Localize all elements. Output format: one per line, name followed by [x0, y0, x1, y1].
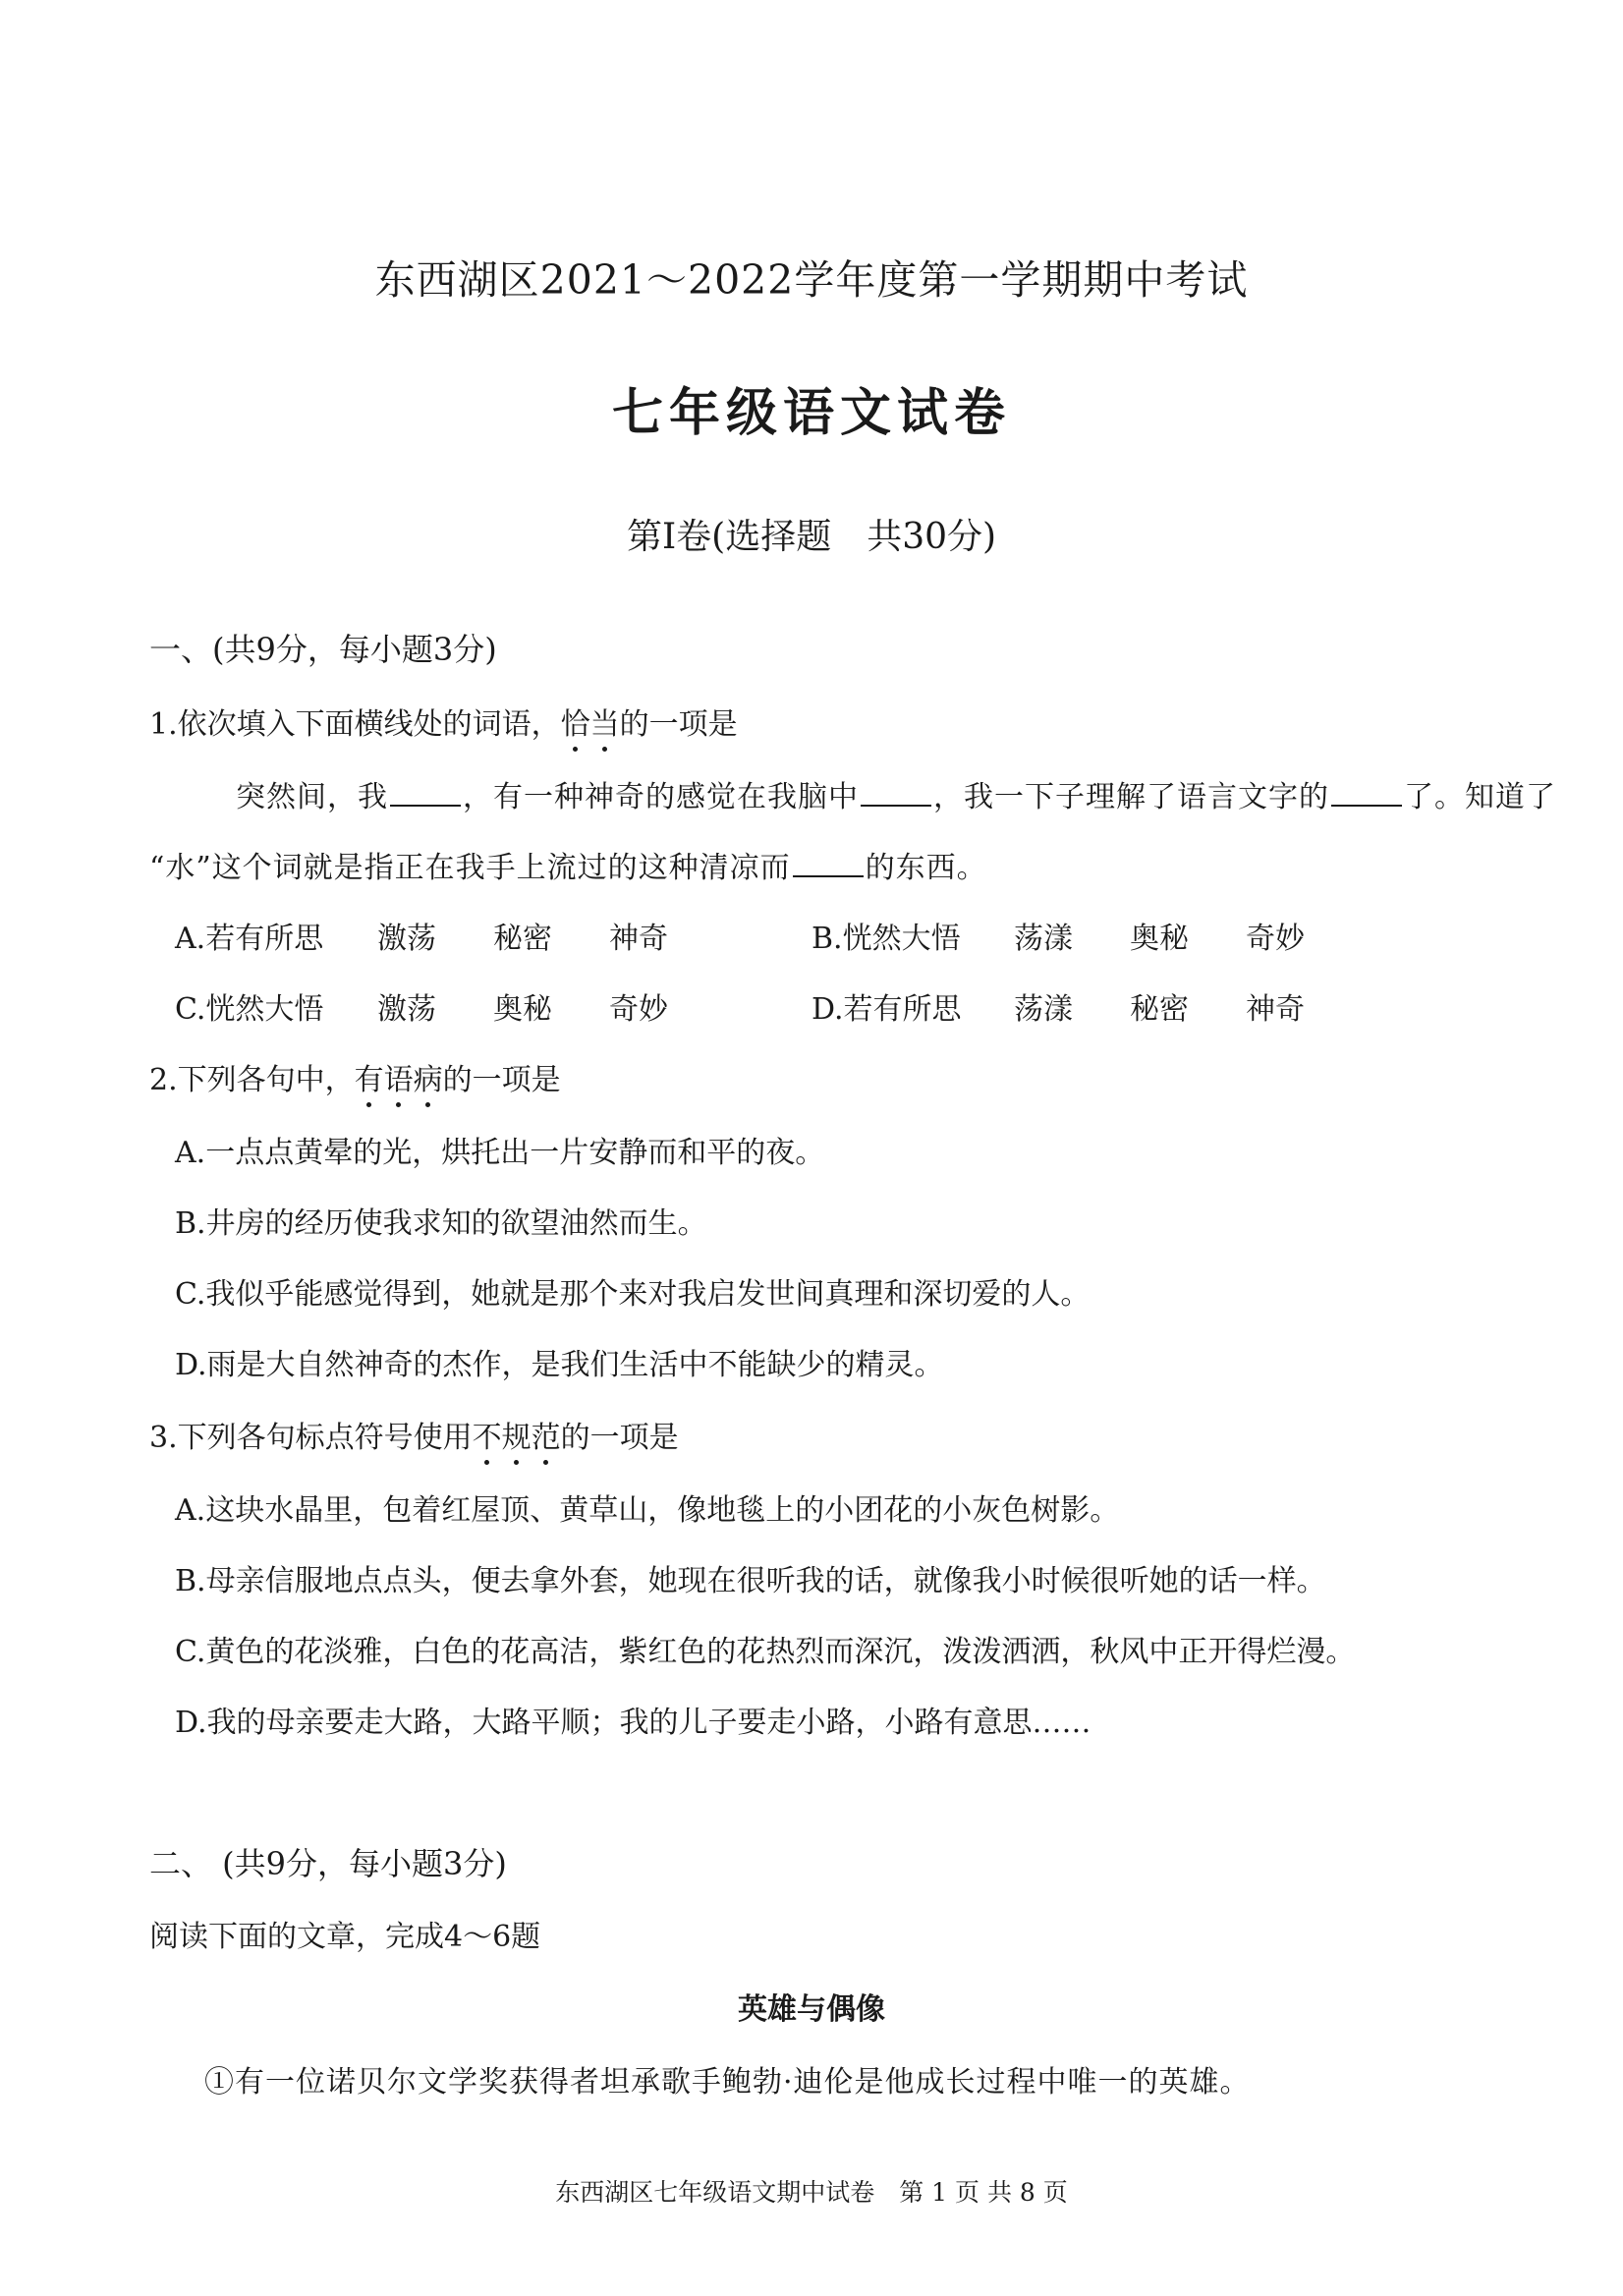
page-footer: 东西湖区七年级语文期中试卷 第 1 页 共 8 页	[555, 2178, 1068, 2207]
question-3-option-b: B.母亲信服地点点头，便去拿外套，她现在很听我的话，就像我小时候很听她的话一样。	[175, 1564, 1326, 1598]
passage-text: “水”这个词就是指正在我手上流过的这种清凉而	[149, 851, 791, 885]
article-title: 英雄与偶像	[738, 1992, 885, 2027]
option-word: 奥秘	[1130, 922, 1189, 956]
option-word: 激荡	[377, 922, 436, 956]
question-2-stem	[149, 1055, 561, 1098]
fill-blank	[390, 779, 461, 807]
passage-text: 突然间，我	[236, 780, 388, 814]
emphasis-dot-char: 病	[414, 1055, 443, 1098]
passage-text: ，有一种神奇的感觉在我脑中	[463, 780, 859, 814]
question-3-stem-after: 的一项是	[560, 1421, 679, 1455]
question-1-stem	[149, 700, 738, 743]
question-3-option-d: D.我的母亲要走大路，大路平顺；我的儿子要走小路，小路有意思……	[175, 1706, 1091, 1740]
question-2-option-c: C.我似乎能感觉得到，她就是那个来对我启发世间真理和深切爱的人。	[175, 1277, 1091, 1312]
passage-text: 了。知道了	[1404, 780, 1556, 814]
question-2-stem-before: 2.下列各句中，	[149, 1063, 355, 1097]
option-b	[812, 914, 1362, 957]
question-1-stem-after: 的一项是	[619, 707, 738, 742]
option-a	[175, 914, 725, 957]
exam-title: 东西湖区2021～2022学年度第一学期期中考试	[374, 256, 1249, 304]
emphasis-dot-char: 语	[384, 1055, 414, 1098]
emphasis-dot-char: 范	[532, 1413, 561, 1456]
question-1-passage-line-2	[149, 843, 987, 886]
question-3-option-c: C.黄色的花淡雅，白色的花高洁，紫红色的花热烈而深沉，泼泼洒洒，秋风中正开得烂漫。	[175, 1635, 1356, 1669]
option-word: 神奇	[1246, 992, 1305, 1027]
question-2-option-d: D.雨是大自然神奇的杰作，是我们生活中不能缺少的精灵。	[175, 1348, 944, 1382]
subject-title: 七年级语文试卷	[611, 383, 1011, 443]
option-d	[812, 984, 1362, 1028]
passage-text: ，我一下子理解了语言文字的	[933, 780, 1329, 814]
emphasis-dot-char: 有	[355, 1055, 384, 1098]
question-2-stem-after: 的一项是	[442, 1063, 561, 1097]
question-3-option-a: A.这块水晶里，包着红屋顶、黄草山，像地毯上的小团花的小灰色树影。	[175, 1493, 1120, 1528]
question-2-option-a: A.一点点黄晕的光，烘托出一片安静而和平的夜。	[175, 1136, 825, 1170]
option-word: 荡漾	[1014, 992, 1073, 1027]
question-1-stem-before: 1.依次填入下面横线处的词语，	[149, 707, 561, 742]
option-word: B.恍然大悟	[812, 922, 961, 956]
reading-instruction: 阅读下面的文章，完成4～6题	[149, 1920, 541, 1954]
option-word: 神奇	[609, 922, 668, 956]
passage-text: 的东西。	[865, 851, 987, 885]
emphasis-dot-char: 不	[473, 1413, 502, 1456]
emphasis-dot-char: 当	[590, 700, 620, 743]
option-word: 激荡	[377, 992, 436, 1027]
fill-blank	[861, 779, 931, 807]
option-word: 荡漾	[1014, 922, 1073, 956]
fill-blank	[793, 850, 864, 877]
option-word: 奇妙	[609, 992, 668, 1027]
emphasis-dot-char: 恰	[561, 700, 590, 743]
question-2-option-b: B.井房的经历使我求知的欲望油然而生。	[175, 1206, 707, 1241]
option-word: C.恍然大悟	[175, 992, 324, 1027]
option-word: A.若有所思	[175, 922, 324, 956]
section-1-heading: 一、(共9分，每小题3分)	[149, 631, 497, 668]
question-1-passage-line-1	[236, 772, 1556, 815]
section-2-heading: 二、 (共9分，每小题3分)	[149, 1845, 507, 1882]
option-word: 奥秘	[493, 992, 552, 1027]
article-paragraph-1: ①有一位诺贝尔文学奖获得者坦承歌手鲍勃·迪伦是他成长过程中唯一的英雄。	[204, 2065, 1251, 2100]
question-3-stem	[149, 1413, 679, 1456]
option-word: 秘密	[1130, 992, 1189, 1027]
emphasis-dot-char: 规	[502, 1413, 532, 1456]
option-word: D.若有所思	[812, 992, 962, 1027]
part-title: 第Ⅰ卷(选择题 共30分)	[626, 517, 997, 557]
question-3-stem-before: 3.下列各句标点符号使用	[149, 1421, 473, 1455]
option-word: 秘密	[493, 922, 552, 956]
fill-blank	[1331, 779, 1402, 807]
option-word: 奇妙	[1246, 922, 1305, 956]
option-c	[175, 984, 725, 1028]
